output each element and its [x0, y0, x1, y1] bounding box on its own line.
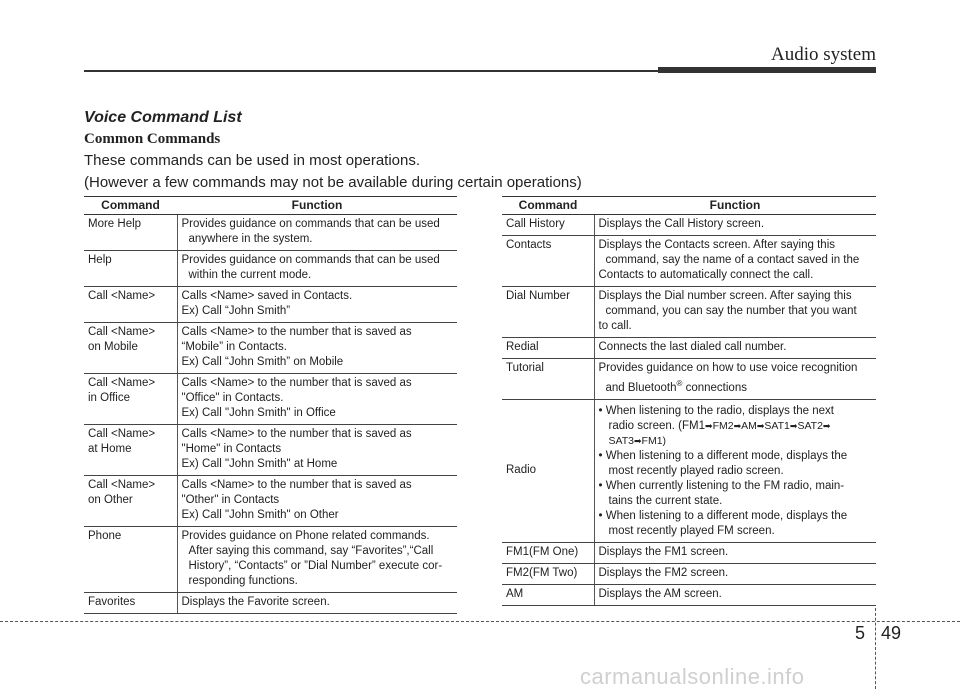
table-row — [84, 215, 457, 251]
command-header: Command — [84, 197, 177, 215]
function-cell — [177, 593, 457, 614]
command-header: Command — [502, 197, 594, 215]
command-cell — [84, 593, 177, 614]
function-text: Ex) Call "John Smith" at Home — [181, 458, 338, 470]
function-header: Function — [177, 197, 457, 215]
table-row — [84, 527, 457, 593]
function-text: Displays the Call History screen. — [598, 218, 765, 230]
arrow-icon: ➡ — [822, 420, 831, 431]
command-text: Call <Name> — [88, 290, 156, 302]
command-cell: AM — [502, 584, 594, 605]
command-text: Favorites — [88, 596, 136, 608]
radio-mode: SAT1 — [764, 419, 790, 432]
function-header: Function — [594, 197, 876, 215]
page-number: 49 — [881, 623, 902, 643]
arrow-icon: ➡ — [733, 420, 742, 431]
intro-line-1: These commands can be used in most operations. — [84, 152, 421, 169]
function-text: Provides guidance on commands that can be used — [181, 254, 440, 266]
section-title: Voice Command List — [84, 109, 242, 126]
bullet-text: tains the current state. — [608, 494, 723, 507]
command-cell: Redial — [502, 338, 594, 359]
command-cell: Tutorial — [502, 359, 594, 400]
command-cell — [84, 323, 177, 374]
function-cell — [177, 425, 457, 476]
table-row — [502, 215, 876, 236]
command-text: Phone — [88, 530, 122, 542]
bullet-text: most recently played radio screen. — [608, 464, 784, 477]
function-text: Calls <Name> to the number that is saved as — [181, 326, 412, 338]
command-cell: FM2(FM Two) — [502, 563, 594, 584]
function-cell — [594, 236, 876, 287]
function-text: responding functions. — [188, 575, 298, 587]
function-text: "Office" in Contacts. — [181, 392, 284, 404]
command-cell — [84, 215, 177, 251]
function-text: “Mobile” in Contacts. — [181, 341, 287, 353]
watermark: carmanualsonline.info — [580, 664, 805, 689]
section-subtitle: Common Commands — [84, 131, 221, 147]
table-row — [84, 593, 457, 614]
function-text: within the current mode. — [188, 269, 312, 281]
command-text: More Help — [88, 218, 142, 230]
function-text: Provides guidance on how to use voice recognition — [598, 362, 858, 374]
function-text: Displays the Contacts screen. After saying this — [598, 239, 835, 251]
function-text: Calls <Name> to the number that is saved as — [181, 479, 412, 491]
bullet-text: • When listening to the radio, displays the next — [598, 404, 834, 417]
table-row — [502, 399, 876, 542]
header-rule-thick — [658, 67, 876, 73]
function-text: to call. — [598, 320, 632, 332]
command-cell: Contacts — [502, 236, 594, 287]
function-text: Displays the Favorite screen. — [181, 596, 330, 608]
function-cell — [594, 399, 876, 542]
function-cell — [594, 287, 876, 338]
footer-divider — [875, 608, 876, 689]
bullet-text — [599, 419, 873, 434]
radio-mode: SAT2 — [797, 419, 823, 432]
chapter-number: 5 — [855, 623, 866, 643]
table-row — [502, 584, 876, 605]
table-row — [84, 323, 457, 374]
function-cell — [594, 338, 876, 359]
function-cell — [177, 476, 457, 527]
radio-sequence-start: radio screen. (FM1 — [608, 419, 706, 432]
table-row — [502, 563, 876, 584]
table-row — [502, 542, 876, 563]
command-text: at Home — [88, 443, 132, 455]
command-text: Help — [88, 254, 112, 266]
function-text: "Other" in Contacts — [181, 494, 280, 506]
radio-mode: FM1) — [641, 434, 667, 447]
command-cell: Radio — [502, 399, 594, 542]
function-cell — [177, 287, 457, 323]
function-text: Ex) Call "John Smith" on Other — [181, 509, 339, 521]
function-text — [599, 376, 873, 396]
bullet-text — [599, 434, 873, 449]
function-text: command, say the name of a contact saved in the — [605, 254, 860, 266]
command-text: Call <Name> — [88, 377, 156, 389]
radio-mode: FM2 — [712, 419, 734, 432]
function-text: Ex) Call “John Smith” — [181, 305, 291, 317]
command-text: Call <Name> — [88, 326, 156, 338]
command-cell — [84, 251, 177, 287]
function-cell: Displays the AM screen. — [594, 584, 876, 605]
table-row — [84, 476, 457, 527]
arrow-icon: ➡ — [705, 420, 713, 431]
function-text: Connects the last dialed call number. — [598, 341, 787, 353]
bullet-text: most recently played FM screen. — [608, 524, 775, 537]
command-text: Call <Name> — [88, 479, 156, 491]
command-cell — [84, 287, 177, 323]
bullet-text: • When listening to a different mode, displays the — [598, 449, 848, 462]
table-header-row — [502, 197, 876, 215]
header-rule — [84, 70, 660, 72]
function-text: History”, “Contacts” or ”Dial Number” execute cor- — [188, 560, 443, 572]
command-cell — [84, 374, 177, 425]
function-text: Calls <Name> to the number that is saved as — [181, 377, 412, 389]
function-text: After saying this command, say “Favorites”,“Call — [188, 545, 434, 557]
function-text-part: and Bluetooth — [605, 381, 677, 394]
function-text: anywhere in the system. — [188, 233, 313, 245]
bullet-text: • When currently listening to the FM radio, main- — [598, 479, 845, 492]
function-cell — [177, 251, 457, 287]
function-text: Ex) Call "John Smith" in Office — [181, 407, 336, 419]
right-command-table — [502, 196, 876, 606]
function-cell — [594, 215, 876, 236]
command-text: on Mobile — [88, 341, 138, 353]
left-command-table — [84, 196, 457, 614]
command-cell — [84, 527, 177, 593]
table-row — [84, 251, 457, 287]
function-text: Displays the Dial number screen. After saying this — [598, 290, 852, 302]
bullet-text: • When listening to a different mode, displays the — [598, 509, 848, 522]
function-text: Provides guidance on Phone related commands. — [181, 530, 430, 542]
function-cell — [177, 374, 457, 425]
footer-rule — [0, 621, 960, 622]
function-cell: Displays the FM2 screen. — [594, 563, 876, 584]
command-cell: Dial Number — [502, 287, 594, 338]
table-row — [502, 359, 876, 400]
function-text-part: connections — [682, 381, 747, 394]
function-cell — [594, 359, 876, 400]
table-row — [84, 374, 457, 425]
table-row — [502, 236, 876, 287]
arrow-icon: ➡ — [756, 420, 765, 431]
table-row — [502, 287, 876, 338]
command-cell — [84, 425, 177, 476]
arrow-icon: ➡ — [633, 435, 642, 446]
table-row — [502, 338, 876, 359]
function-text: Contacts to automatically connect the call. — [598, 269, 814, 281]
radio-mode: SAT3 — [608, 434, 634, 447]
function-text: command, you can say the number that you want — [605, 305, 857, 317]
command-cell — [84, 476, 177, 527]
registered-mark: ® — [676, 379, 683, 388]
function-text: Calls <Name> saved in Contacts. — [181, 290, 353, 302]
function-text: "Home" in Contacts — [181, 443, 282, 455]
function-text: Provides guidance on commands that can be used — [181, 218, 440, 230]
function-cell — [177, 527, 457, 593]
function-text: Calls <Name> to the number that is saved as — [181, 428, 412, 440]
command-cell: Call History — [502, 215, 594, 236]
command-text: Call <Name> — [88, 428, 156, 440]
command-text: on Other — [88, 494, 133, 506]
radio-mode: AM — [741, 419, 757, 432]
table-header-row — [84, 197, 457, 215]
command-cell: FM1(FM One) — [502, 542, 594, 563]
function-cell — [177, 323, 457, 374]
header-title: Audio system — [770, 44, 876, 65]
table-row — [84, 425, 457, 476]
intro-line-2: (However a few commands may not be available during certain operations) — [84, 174, 582, 191]
function-text: Ex) Call “John Smith” on Mobile — [181, 356, 344, 368]
arrow-icon: ➡ — [789, 420, 798, 431]
function-cell — [177, 215, 457, 251]
function-cell: Displays the FM1 screen. — [594, 542, 876, 563]
command-text: in Office — [88, 392, 130, 404]
table-row — [84, 287, 457, 323]
